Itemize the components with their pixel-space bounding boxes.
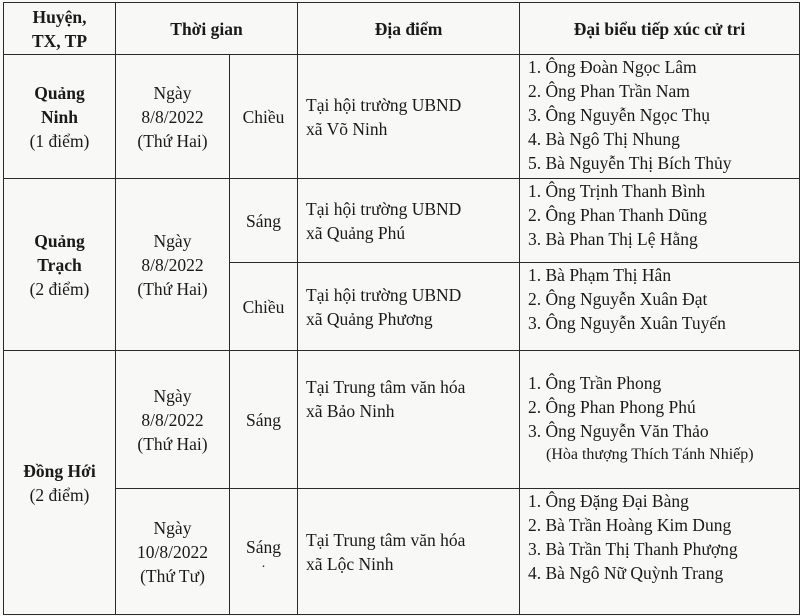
location-cell: Tại Trung tâm văn hóa xã Lộc Ninh — [298, 489, 520, 615]
session-cell: Sáng . — [230, 489, 298, 615]
header-time: Thời gian — [116, 3, 298, 55]
session-cell: Sáng — [230, 179, 298, 263]
location-cell: Tại hội trường UBND xã Quảng Phương — [298, 263, 520, 351]
district-cell-quang-ninh: Quảng Ninh (1 điểm) — [4, 55, 116, 179]
header-location: Địa điểm — [298, 3, 520, 55]
representatives-cell: 1. Ông Đoàn Ngọc Lâm 2. Ông Phan Trần Nam 3. Ông Nguyễn Ngọc Thụ 4. Bà Ngô Thị Nhung 5. Bà Nguyễn Thị Bích Thủy — [520, 55, 800, 179]
session-cell: Chiều — [230, 55, 298, 179]
stray-mark: . — [261, 555, 266, 571]
row-dong-hoi-1 — [4, 351, 800, 489]
header-representatives: Đại biểu tiếp xúc cử tri — [520, 3, 800, 55]
meeting-schedule-table — [3, 2, 800, 615]
row-quang-trach-1 — [4, 179, 800, 263]
row-quang-ninh — [4, 55, 800, 179]
date-cell: Ngày 10/8/2022 (Thứ Tư) — [116, 489, 230, 615]
representatives-cell: 1. Ông Trịnh Thanh Bình 2. Ông Phan Thanh Dũng 3. Bà Phan Thị Lệ Hằng — [520, 179, 800, 263]
date-cell: Ngày 8/8/2022 (Thứ Hai) — [116, 351, 230, 489]
header-district: Huyện, TX, TP — [4, 3, 116, 55]
representatives-cell: 1. Bà Phạm Thị Hân 2. Ông Nguyễn Xuân Đạt 3. Ông Nguyễn Xuân Tuyến — [520, 263, 800, 351]
header-row — [4, 3, 800, 55]
row-dong-hoi-2 — [4, 489, 800, 615]
district-cell-quang-trach: Quảng Trạch (2 điểm) — [4, 179, 116, 351]
session-cell: Sáng — [230, 351, 298, 489]
representatives-cell: 1. Ông Đặng Đại Bàng 2. Bà Trần Hoàng Kim Dung 3. Bà Trần Thị Thanh Phượng 4. Bà Ngô Nữ Quỳnh Trang — [520, 489, 800, 615]
session-cell: Chiều — [230, 263, 298, 351]
representatives-cell: 1. Ông Trần Phong 2. Ông Phan Phong Phú 3. Ông Nguyễn Văn Thảo (Hòa thượng Thích Tánh Nhiếp) — [520, 351, 800, 489]
district-cell-dong-hoi: Đồng Hới (2 điểm) — [4, 351, 116, 615]
date-cell: Ngày 8/8/2022 (Thứ Hai) — [116, 179, 230, 351]
location-cell: Tại hội trường UBND xã Quảng Phú — [298, 179, 520, 263]
location-cell: Tại Trung tâm văn hóa xã Bảo Ninh — [298, 351, 520, 489]
date-cell: Ngày 8/8/2022 (Thứ Hai) — [116, 55, 230, 179]
location-cell: Tại hội trường UBND xã Võ Ninh — [298, 55, 520, 179]
